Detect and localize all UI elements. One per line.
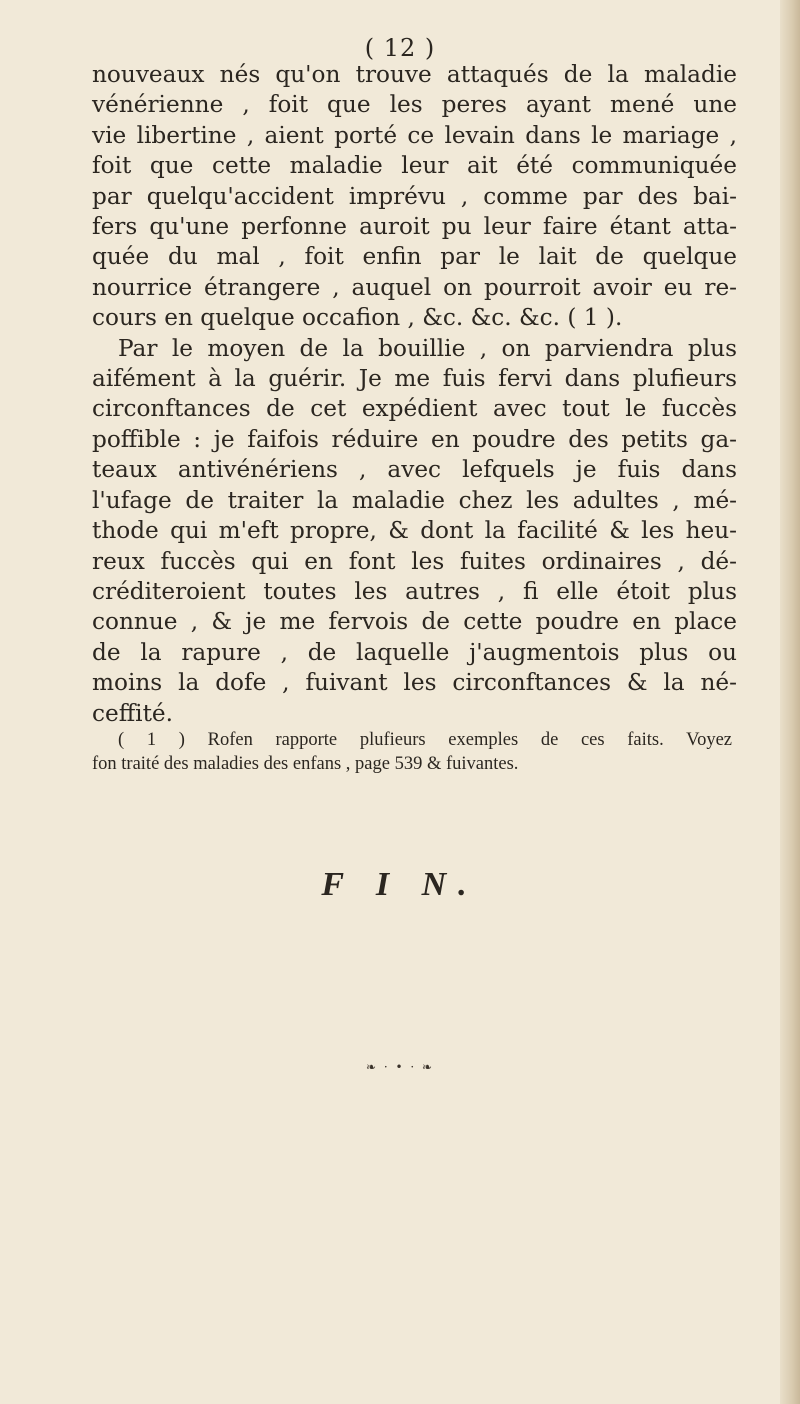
paragraph-2 [92, 334, 737, 729]
text-line: quée du mal , foit enfin par le lait de quelque [92, 243, 737, 271]
text-line: cours en quelque occafion , &c. &c. &c. ( 1 ). [92, 304, 623, 332]
text-line: ceffité. [92, 699, 174, 727]
text-line: vénérienne , foit que les peres ayant mené une [92, 91, 737, 119]
text-line: foit que cette maladie leur ait été communiquée [92, 152, 737, 180]
text-line: l'ufage de traiter la maladie chez les adultes , mé- [92, 486, 737, 514]
text-line: poffible : je faifois réduire en poudre des petits ga- [92, 425, 737, 453]
text-line: fers qu'une perfonne auroit pu leur faire étant atta- [92, 213, 737, 241]
footnote [92, 728, 732, 776]
text-line: par quelqu'accident imprévu , comme par des bai- [92, 182, 737, 210]
text-line: circonftances de cet expédient avec tout le fuccès [92, 395, 737, 423]
text-line: connue , & je me fervois de cette poudre en place [92, 608, 737, 636]
paragraph-1 [92, 60, 737, 334]
footnote-line: ( 1 ) Rofen rapporte plufieurs exemples de ces faits. Voyez [118, 730, 732, 750]
text-line: Par le moyen de la bouillie , on parviendra plus [118, 334, 737, 362]
text-line: nourrice étrangere , auquel on pourroit avoir eu re- [92, 273, 737, 301]
text-line: de la rapure , de laquelle j'augmentois plus ou [92, 638, 737, 666]
page-number: ( 12 ) [364, 34, 436, 62]
page-edge [780, 0, 800, 1404]
text-line: vie libertine , aient porté ce levain dans le mariage , [92, 121, 737, 149]
text-line: créditeroient toutes les autres , fi elle étoit plus [92, 577, 737, 605]
text-line: thode qui m'eft propre, & dont la facilité & les heu- [92, 517, 737, 545]
footnote-line: fon traité des maladies des enfans , page 539 & fuivantes. [92, 754, 519, 774]
text-line: moins la dofe , fuivant les circonftances & la né- [92, 669, 737, 697]
end-mark: F I N. [321, 866, 479, 903]
text-line: reux fuccès qui en font les fuites ordinaires , dé- [92, 547, 737, 575]
text-line: nouveaux nés qu'on trouve attaqués de la maladie [92, 61, 737, 88]
text-line: teaux antivénériens , avec lefquels je fuis dans [92, 456, 737, 484]
printer-ornament: ❧ · • · ❧ [365, 1060, 435, 1074]
text-line: aifément à la guérir. Je me fuis fervi dans plufieurs [92, 365, 737, 393]
body-text [92, 60, 737, 729]
